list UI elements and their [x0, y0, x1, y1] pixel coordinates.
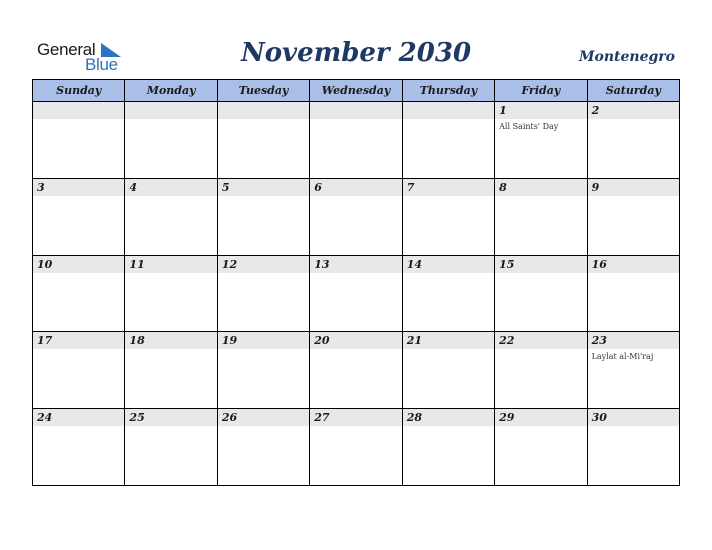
day-cell[interactable] [125, 256, 217, 333]
page-title: November 2030 [240, 38, 472, 68]
weekday-header-thursday: Thursday [403, 80, 495, 102]
day-header-band [218, 102, 309, 119]
day-cell[interactable] [125, 409, 217, 486]
day-cell[interactable] [218, 409, 310, 486]
day-cell[interactable] [495, 332, 587, 409]
country-label: Montenegro [579, 49, 675, 65]
day-number: 18 [129, 334, 145, 348]
day-cell[interactable] [218, 102, 310, 179]
holiday-label: All Saints' Day [499, 122, 559, 131]
day-cell[interactable] [218, 179, 310, 256]
day-cell[interactable] [125, 179, 217, 256]
day-header-band [125, 179, 216, 196]
day-number: 20 [314, 334, 330, 348]
day-number: 9 [591, 180, 600, 194]
day-header-band [125, 102, 216, 119]
day-cell[interactable] [495, 102, 587, 179]
day-header-band [403, 102, 494, 119]
day-cell[interactable] [403, 179, 495, 256]
day-number: 22 [499, 334, 515, 348]
day-number: 4 [129, 180, 138, 194]
day-number: 13 [314, 257, 330, 271]
day-header-band [403, 179, 494, 196]
day-header-band [310, 179, 401, 196]
day-cell[interactable] [125, 102, 217, 179]
weekday-header-tuesday: Tuesday [218, 80, 310, 102]
calendar-grid [32, 79, 680, 486]
day-cell[interactable] [403, 332, 495, 409]
day-cell[interactable] [495, 179, 587, 256]
weekday-header-sunday: Sunday [33, 80, 125, 102]
day-cell[interactable] [218, 256, 310, 333]
day-number: 17 [37, 334, 53, 348]
day-cell[interactable] [33, 102, 125, 179]
day-cell[interactable] [33, 332, 125, 409]
weekday-header-friday: Friday [495, 80, 587, 102]
logo-text-blue: Blue [85, 55, 118, 74]
day-cell[interactable] [588, 409, 680, 486]
day-cell[interactable] [310, 102, 402, 179]
day-cell[interactable] [33, 409, 125, 486]
day-cell[interactable] [218, 332, 310, 409]
day-number: 15 [499, 257, 515, 271]
day-number: 7 [406, 180, 415, 194]
day-cell[interactable] [310, 332, 402, 409]
day-number: 8 [499, 180, 507, 194]
weekday-header-saturday: Saturday [588, 80, 680, 102]
day-number: 23 [591, 334, 607, 348]
day-cell[interactable] [588, 179, 680, 256]
day-number: 6 [314, 180, 322, 194]
day-number: 3 [37, 180, 45, 194]
day-number: 11 [129, 257, 145, 271]
day-number: 27 [314, 411, 330, 425]
day-number: 26 [221, 411, 238, 425]
day-cell[interactable] [495, 256, 587, 333]
day-cell[interactable] [588, 256, 680, 333]
holiday-label: Laylat al-Mi'raj [591, 352, 654, 362]
day-header-band [33, 179, 124, 196]
day-number: 16 [591, 257, 607, 271]
weekday-header-monday: Monday [125, 80, 217, 102]
weekday-header-wednesday: Wednesday [310, 80, 402, 102]
day-number: 25 [129, 411, 145, 425]
day-number: 14 [406, 257, 423, 271]
day-number: 28 [406, 411, 423, 425]
day-cell[interactable] [33, 256, 125, 333]
day-cell[interactable] [403, 102, 495, 179]
day-cell[interactable] [588, 102, 680, 179]
day-number: 5 [221, 180, 230, 194]
day-header-band [588, 102, 679, 119]
day-cell[interactable] [403, 256, 495, 333]
day-number: 30 [591, 411, 607, 425]
day-header-band [588, 179, 679, 196]
day-number: 1 [499, 104, 507, 117]
day-number: 19 [221, 334, 238, 348]
day-cell[interactable] [310, 179, 402, 256]
day-cell[interactable] [495, 409, 587, 486]
day-cell[interactable] [310, 409, 402, 486]
day-number: 29 [499, 411, 515, 425]
day-number: 24 [37, 411, 53, 425]
day-number: 2 [591, 104, 600, 117]
day-header-band [310, 102, 401, 119]
day-cell[interactable] [33, 179, 125, 256]
day-cell[interactable] [588, 332, 680, 409]
day-number: 21 [406, 334, 423, 348]
day-number: 10 [37, 257, 53, 271]
day-number: 12 [221, 257, 238, 271]
day-cell[interactable] [310, 256, 402, 333]
day-header-band [495, 102, 586, 119]
logo-text-general: General [37, 40, 96, 59]
day-header-band [33, 102, 124, 119]
day-header-band [495, 179, 586, 196]
day-header-band [218, 179, 309, 196]
day-cell[interactable] [125, 332, 217, 409]
day-cell[interactable] [403, 409, 495, 486]
